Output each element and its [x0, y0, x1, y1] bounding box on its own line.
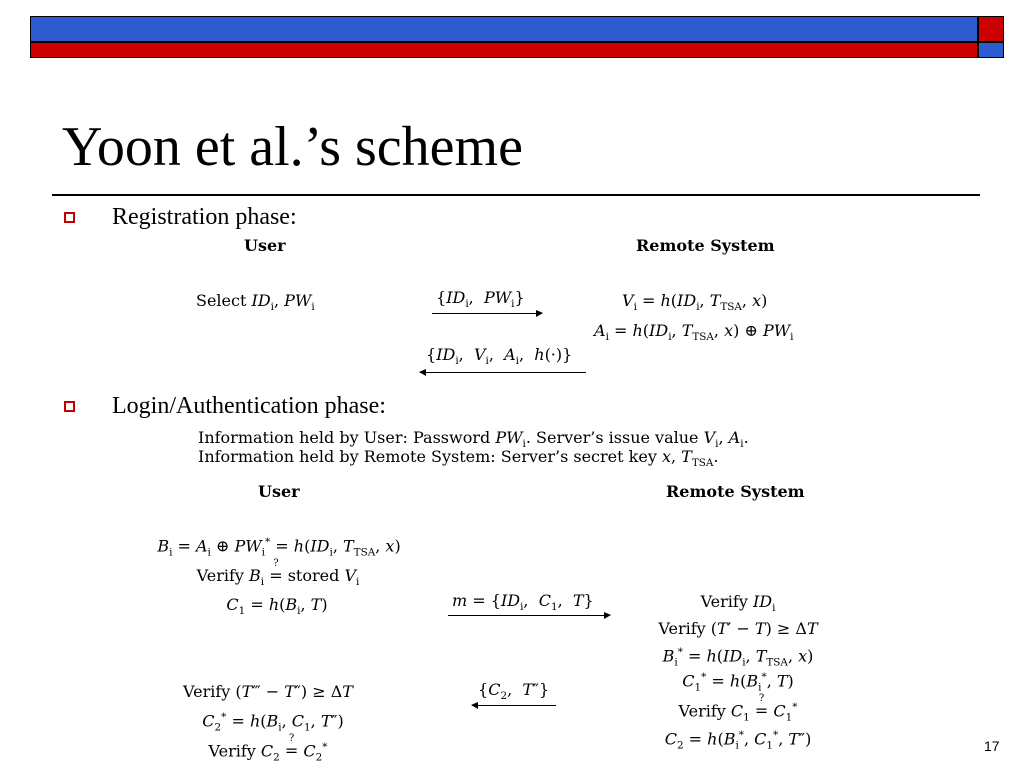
- info-user-line: Information held by User: Password $PW_i$. Server’s issue value $V_i$, $A_i$.: [198, 428, 749, 451]
- c2-equation: $C_2 = h(B_i^*$, $C_1^*$, T″): [664, 729, 812, 752]
- select-word: Select: [196, 291, 247, 310]
- verify-time-system: Verify (T′ − T) ≥ ΔT: [658, 619, 818, 638]
- header-square-red: [978, 16, 1004, 42]
- login-message-c2: {$C_2$, T″}: [478, 680, 550, 703]
- registration-message-1: {$ID_i$, $PW_i$}: [436, 288, 525, 311]
- b-equation: $B_i = A_i$ ⊕ $PW_i^* = h(ID_i$, $T_{TSA}$, x): [157, 536, 401, 559]
- login-message-m: $m = \{ID_i$, $C_1$, T}: [452, 591, 594, 614]
- a-equation: $A_i = h(ID_i$, $T_{TSA}$, x) ⊕ $PW_i$: [594, 321, 794, 344]
- verify-c1: Verify $C_1$ ? = $C_1^*$: [678, 693, 798, 724]
- hollow-square-bullet-icon: [64, 401, 75, 412]
- info-system-line: Information held by Remote System: Server’s secret key x, $T_{TSA}$.: [198, 447, 719, 470]
- page-number: 17: [984, 738, 1000, 754]
- registration-message-2: {$ID_i$, $V_i$, $A_i$, h(·)}: [426, 345, 573, 368]
- header-bar-blue: [30, 16, 978, 42]
- registration-system-header: Remote System: [636, 236, 775, 255]
- registration-user-header: User: [244, 236, 286, 255]
- login-user-header: User: [258, 482, 300, 501]
- b-star-equation: $B_i^* = h(ID_i$, $T_{TSA}$, x): [662, 646, 814, 669]
- verify-b: Verify $B_i$ ? = stored $V_i$: [196, 558, 360, 589]
- header-bar-red: [30, 42, 978, 58]
- verify-c2: Verify $C_2$ ? = $C_2^*$: [208, 733, 328, 764]
- c1-equation: $C_1 = h(B_i$, T): [226, 595, 328, 618]
- arrow-right-icon: [448, 615, 610, 616]
- bullet-login: Login/Authentication phase:: [112, 393, 386, 419]
- info-user-prefix: Information held by User: Password: [198, 428, 491, 447]
- c1-star-equation: $C_1^* = h(B_i^*$, T): [682, 671, 794, 694]
- login-system-header: Remote System: [666, 482, 805, 501]
- bullet-registration: Registration phase:: [112, 204, 297, 230]
- hollow-square-bullet-icon: [64, 212, 75, 223]
- c2-star-equation: $C_2^* = h(B_i$, $C_1$, T″): [202, 711, 344, 734]
- info-system-prefix: Information held by Remote System: Server’s secret key: [198, 447, 657, 466]
- info-user-mid: . Server’s issue value: [525, 428, 699, 447]
- arrow-left-icon: [420, 372, 586, 373]
- v-equation: $V_i = h(ID_i$, $T_{TSA}$, x): [622, 291, 768, 314]
- verify-time-user: Verify (T‴ − T″) ≥ ΔT: [183, 682, 353, 701]
- title-underline: [52, 194, 980, 196]
- arrow-left-icon: [472, 705, 556, 706]
- arrow-right-icon: [432, 313, 542, 314]
- select-credentials: Select $ID_i$, $PW_i$: [196, 291, 315, 314]
- slide-title: Yoon et al.’s scheme: [62, 116, 523, 178]
- header-square-blue: [978, 42, 1004, 58]
- verify-id: Verify $ID_i$: [700, 592, 776, 615]
